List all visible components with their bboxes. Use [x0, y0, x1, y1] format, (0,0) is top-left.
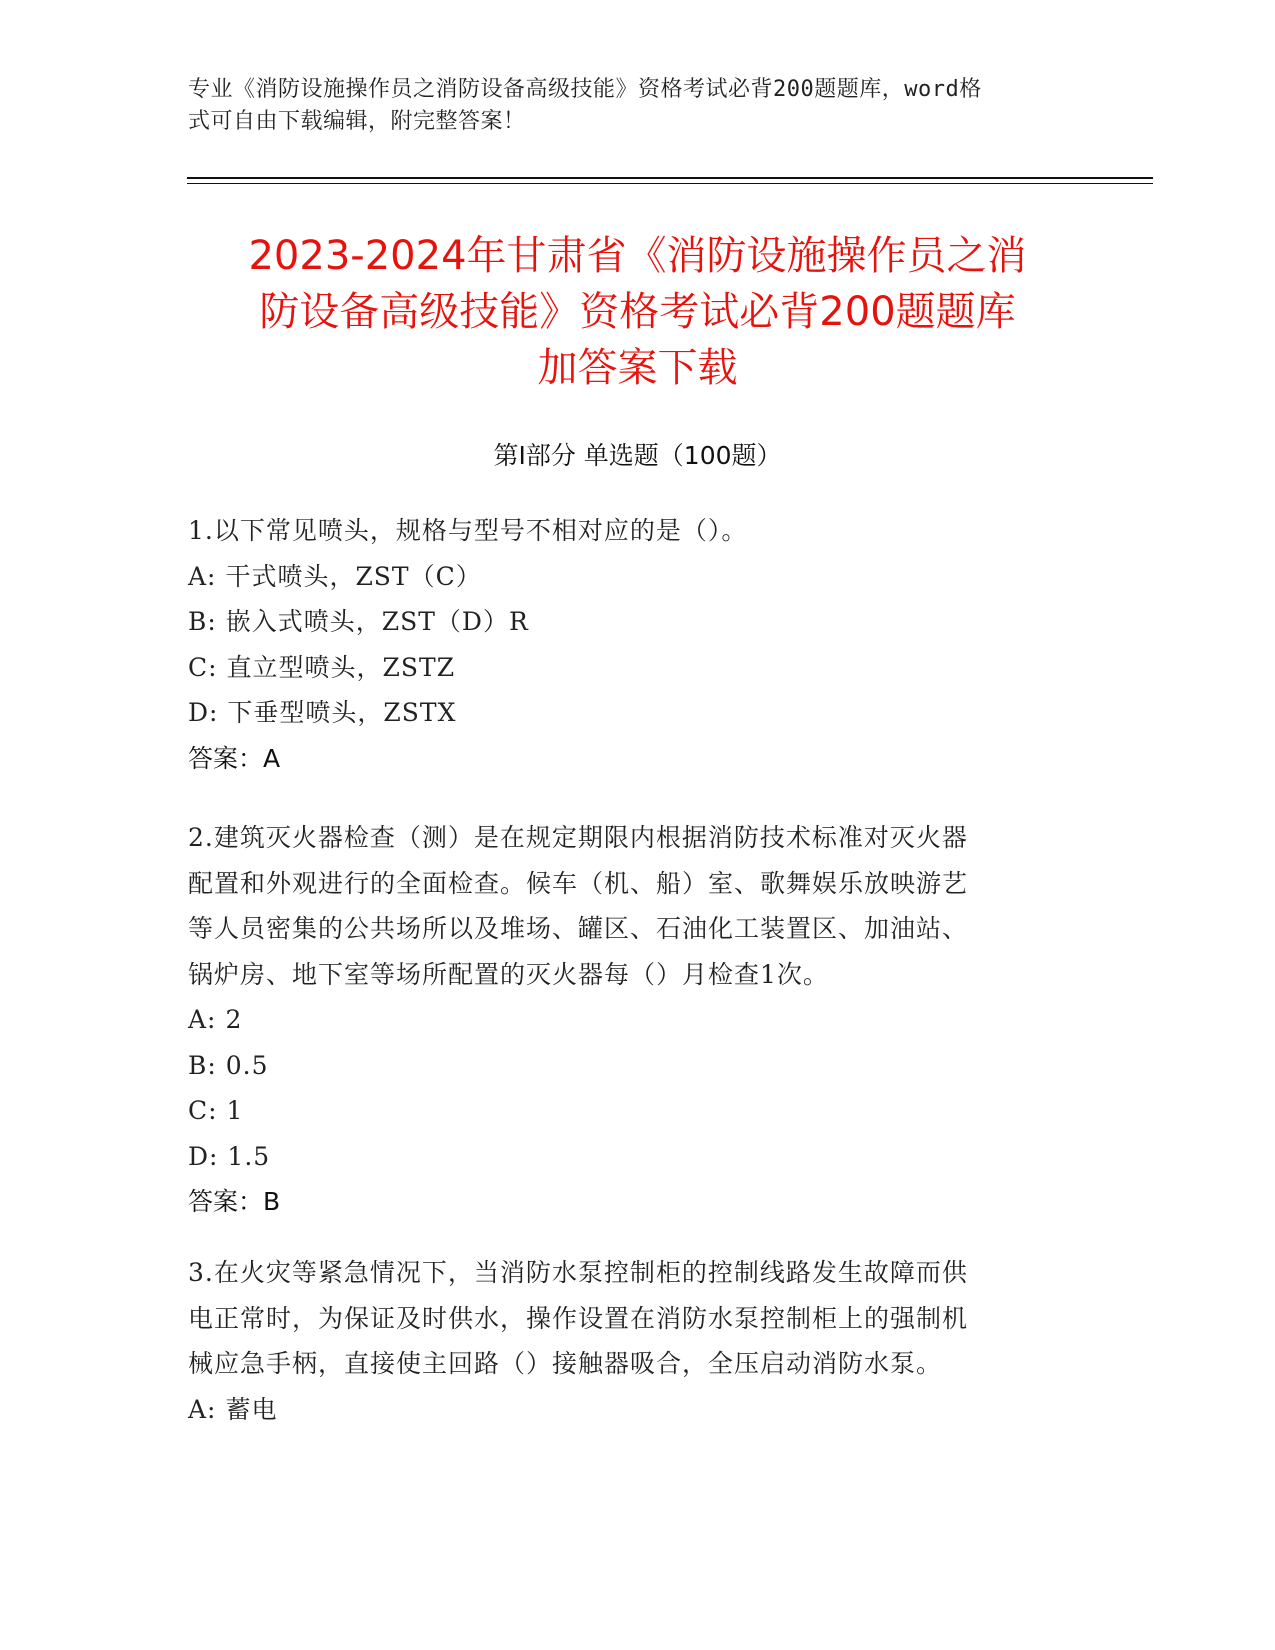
option-a — [188, 1387, 1068, 1433]
question-text-line: 2.建筑灭火器检查（测）是在规定期限内根据消防技术标准对灭火器 — [188, 823, 968, 852]
question-text-line: 械应急手柄，直接使主回路（）接触器吸合，全压启动消防水泵。 — [188, 1349, 943, 1378]
option-letter: C: — [188, 1096, 218, 1125]
option-text: 1 — [226, 1096, 244, 1125]
title-line-1: 2023-2024年甘肃省《消防设施操作员之消 — [248, 233, 1027, 279]
option-d — [188, 690, 1068, 736]
option-text: 干式喷头，ZST（C） — [225, 561, 482, 591]
option-letter: A: — [188, 1005, 217, 1034]
question-2 — [188, 815, 1068, 1225]
answer: 答案：B — [188, 1187, 281, 1216]
header-note-line-2: 式可自由下载编辑，附完整答案！ — [188, 109, 526, 134]
option-letter: C: — [188, 652, 218, 682]
header-note-line-1: 专业《消防设施操作员之消防设备高级技能》资格考试必背200题题库，word格 — [188, 77, 982, 102]
answer: 答案：A — [188, 743, 281, 773]
header-rule-thick — [187, 177, 1153, 179]
option-b — [188, 599, 1068, 645]
option-letter: D: — [188, 1141, 219, 1171]
option-text: 蓄电 — [225, 1394, 278, 1424]
question-1 — [188, 508, 1068, 781]
section-heading: 第Ⅰ部分 单选题（100题） — [493, 441, 782, 470]
question-text-line: 锅炉房、地下室等场所配置的灭火器每（）月检查1次。 — [188, 959, 829, 989]
option-letter: A: — [188, 561, 217, 591]
option-c — [188, 645, 1068, 691]
option-letter: B: — [188, 607, 217, 636]
document-title — [150, 228, 1125, 396]
question-text-line: 1.以下常见喷头，规格与型号不相对应的是（）。 — [188, 516, 748, 545]
option-text: 下垂型喷头，ZSTX — [227, 698, 457, 727]
question-text-line: 3.在火灾等紧急情况下，当消防水泵控制柜的控制线路发生故障而供 — [188, 1258, 968, 1287]
option-c — [188, 1088, 1068, 1134]
option-a — [188, 997, 1068, 1043]
option-letter: B: — [188, 1050, 217, 1080]
option-text: 2 — [225, 1005, 243, 1034]
option-letter: A: — [188, 1394, 217, 1424]
option-a — [188, 554, 1068, 600]
option-text: 直立型喷头，ZSTZ — [226, 652, 456, 682]
title-line-3: 加答案下载 — [537, 345, 738, 391]
option-b — [188, 1043, 1068, 1089]
question-3 — [188, 1250, 1068, 1432]
question-text-line: 等人员密集的公共场所以及堆场、罐区、石油化工装置区、加油站、 — [188, 914, 969, 943]
question-text-line: 配置和外观进行的全面检查。候车（机、船）室、歌舞娱乐放映游艺 — [188, 868, 969, 898]
option-text: 0.5 — [225, 1050, 269, 1080]
title-line-2: 防设备高级技能》资格考试必背200题题库 — [259, 289, 1016, 335]
option-d — [188, 1134, 1068, 1180]
question-text-line: 电正常时，为保证及时供水，操作设置在消防水泵控制柜上的强制机 — [188, 1303, 969, 1333]
option-text: 1.5 — [227, 1141, 271, 1171]
option-text: 嵌入式喷头，ZST（D）R — [225, 607, 529, 636]
header-rule-thin — [187, 183, 1153, 184]
header-note — [188, 74, 1088, 138]
option-letter: D: — [188, 698, 219, 727]
